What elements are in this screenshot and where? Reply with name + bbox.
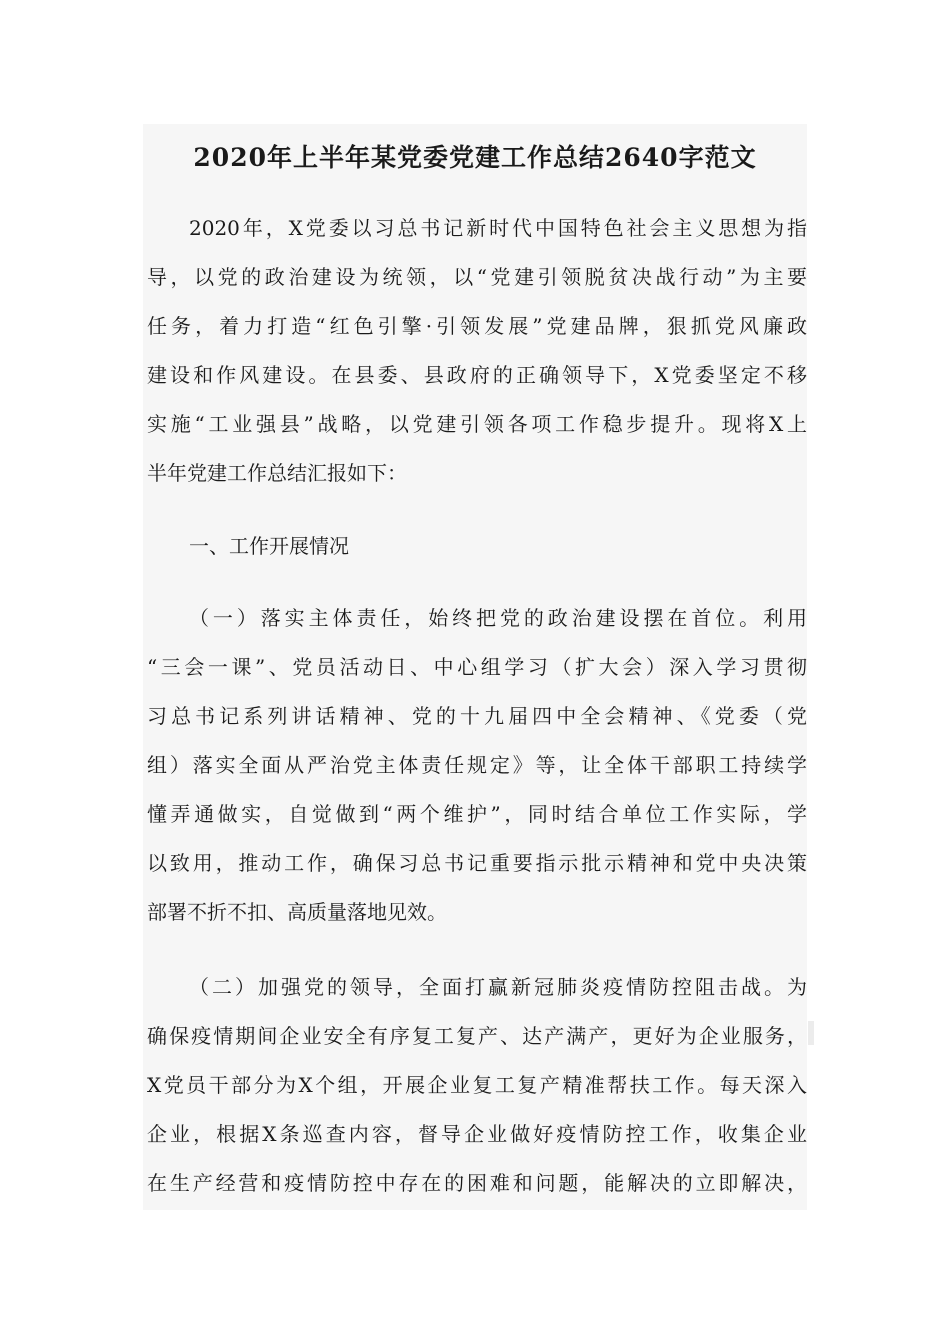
paragraph-line: 建设和作风建设。在县委、县政府的正确领导下，X党委坚定不移 xyxy=(147,363,807,387)
subsection-1-paragraph xyxy=(147,594,807,937)
paragraph-line: 部署不折不扣、高质量落地见效。 xyxy=(147,900,447,924)
edge-mark xyxy=(808,1021,814,1045)
paragraph-line: 任务，着力打造“红色引擎·引领发展”党建品牌，狠抓党风廉政 xyxy=(147,314,807,338)
intro-paragraph xyxy=(147,204,807,498)
paragraph-line: 2020年，X党委以习总书记新时代中国特色社会主义思想为指 xyxy=(189,216,807,240)
document-title: 2020年上半年某党委党建工作总结2640字范文 xyxy=(193,143,757,172)
section-heading xyxy=(147,522,807,571)
paragraph-line: 懂弄通做实，自觉做到“两个维护”，同时结合单位工作实际，学 xyxy=(147,802,807,826)
subsection-2-paragraph xyxy=(147,963,807,1208)
paragraph-line: 半年党建工作总结汇报如下： xyxy=(147,461,407,485)
paragraph-line: 习总书记系列讲话精神、党的十九届四中全会精神、《党委（党 xyxy=(147,704,807,728)
paragraph-line: 在生产经营和疫情防控中存在的困难和问题，能解决的立即解决， xyxy=(147,1171,807,1195)
paragraph-line: “三会一课”、党员活动日、中心组学习（扩大会）深入学习贯彻 xyxy=(147,655,807,679)
paragraph-line: 以致用，推动工作，确保习总书记重要指示批示精神和党中央决策 xyxy=(147,851,807,875)
paragraph-line: 确保疫情期间企业安全有序复工复产、达产满产，更好为企业服务， xyxy=(147,1024,807,1048)
paragraph-line: （一）落实主体责任，始终把党的政治建设摆在首位。利用 xyxy=(189,606,807,630)
paragraph-line: 实施“工业强县”战略，以党建引领各项工作稳步提升。现将X上 xyxy=(147,412,807,436)
paragraph-line: 导，以党的政治建设为统领，以“党建引领脱贫决战行动”为主要 xyxy=(147,265,807,289)
paragraph-line: 企业，根据X条巡查内容，督导企业做好疫情防控工作，收集企业 xyxy=(147,1122,807,1146)
section-heading-text: 一、工作开展情况 xyxy=(189,534,349,558)
paragraph-line: 组）落实全面从严治党主体责任规定》等，让全体干部职工持续学 xyxy=(147,753,807,777)
paragraph-line: （二）加强党的领导，全面打赢新冠肺炎疫情防控阻击战。为 xyxy=(189,975,807,999)
paragraph-line: X党员干部分为X个组，开展企业复工复产精准帮扶工作。每天深入 xyxy=(147,1073,807,1097)
document-page xyxy=(143,124,807,1210)
